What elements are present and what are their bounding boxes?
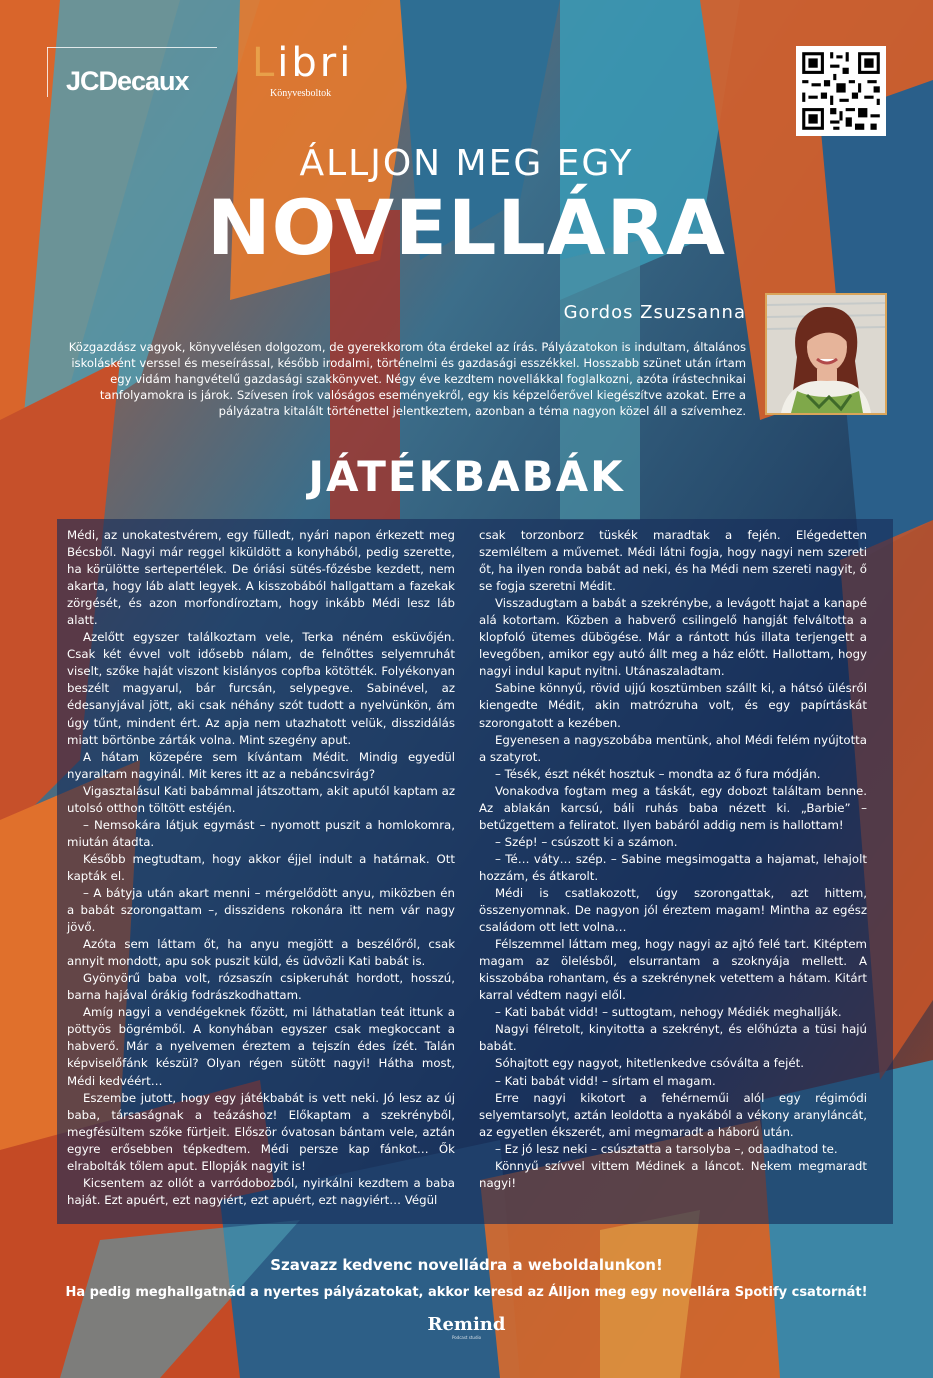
- remind-logo-subtitle: Podcast studio: [451, 1335, 482, 1340]
- story-paragraph: – Szép! – csúszott ki a számon.: [495, 834, 678, 849]
- story-paragraph: Nagyi félretolt, kinyitotta a szekrényt, és előhúzta a tüsi hajú babát.: [479, 1022, 867, 1054]
- story-paragraph: – Nemsokára látjuk egymást – nyomott puszit a homlokomra, miután átadta.: [67, 817, 455, 849]
- headline-title: NOVELLÁRA: [207, 183, 726, 272]
- headline-kicker: ÁLLJON MEG EGY: [299, 143, 634, 184]
- story-paragraph: – A bátyja után akart menni – mérgelődött anyu, miközben én a babát szorongattam –, disszidens rokonára itt nem vár nagy jövő.: [67, 885, 455, 935]
- story-paragraph: Gyönyörű baba volt, rózsaszín csipkeruhát hordott, hosszú, barna hajával órákig fodrászkodhattam.: [67, 971, 455, 1003]
- story-paragraph: Eszembe jutott, hogy egy játékbabát is vett neki. Jó lesz az új baba, társaságnak a teázáshoz! Előkaptam a szekrényből, megfésültem szőke fürtjeit. Először óvatosan bántam vele, aztán egyre erősebben tépkedtem. Médi persze kap fánkot… Ők elrabolták tőlem aput. Ellopják nagyit is!: [67, 1090, 455, 1173]
- libri-logo-rest: ibri: [277, 40, 354, 86]
- libri-subtitle: Könyvesboltok: [270, 88, 332, 99]
- story-paragraph: – Té… váty… szép. – Sabine megsimogatta a hajamat, lehajolt hozzám, és átkarolt.: [479, 851, 867, 883]
- jcdecaux-logo: JCDecaux: [66, 66, 189, 96]
- logo-frame-line-vertical: [47, 47, 48, 97]
- story-paragraph: Kicsentem az ollót a varródobozból, nyirkálni kezdtem a baba haját. Ezt apuért, ezt nagyiért, ezt apuért, ezt nagyiért… Végül: [67, 1175, 455, 1207]
- author-portrait: [765, 293, 887, 415]
- story-paragraph: Azelőtt egyszer találkoztam vele, Terka néném esküvőjén. Csak két évvel volt idősebb nálam, de felnőttes selyemruhát viselt, szőke haját viszont kislányos copfba kötötték. Folyékonyan beszélt magyarul, bár furcsán, selypegve. Sabinével, az édesanyjával jött, aki csak néhány szót tudott a nyelvünkön, ám úgy tűnt, mindent ért. Az apja nem utazhatott velük, disszidálás miatt börtönbe zárták volna. Mint szegény aput.: [67, 630, 455, 747]
- author-name: Gordos Zsuzsanna: [563, 302, 746, 323]
- story-column-left: [67, 527, 455, 1209]
- story-paragraph: Médi is csatlakozott, úgy szorongattak, azt hittem, összenyomnak. De nagyon jól éreztem magam! Mintha az egész családom ott lett volna…: [479, 885, 867, 935]
- story-paragraph: Visszadugtam a babát a szekrénybe, a levágott hajat a kanapé alá kotortam. Közben a habverő csilingelő hangját felváltotta a klopfoló ütemes dübögése. Már a rántott hús illata terjengett a levegőben, amikor egy autó állt meg a ház előtt. Hallottam, hogy nagyi indul kaput nyitni. Utánaszaladtam.: [479, 596, 867, 679]
- story-title: JÁTÉKBABÁK: [308, 452, 625, 501]
- libri-logo-initial: L: [252, 40, 278, 86]
- story-paragraph: Azóta sem láttam őt, ha anyu megjött a beszélőről, csak annyit mondott, apu sok puszit küld, és üdvözli Kati babát is.: [67, 937, 455, 969]
- story-paragraph: csak torzonborz tüskék maradtak a fején. Elégedetten szemléltem a művemet. Médi látni fogja, hogy nagyi nem szereti őt, ha ilyen ronda babát ad neki, és ha Médi nem szereti nagyit, ő se fogja szeretni Médit.: [479, 528, 867, 594]
- story-paragraph: – Ez jó lesz neki – csúsztatta a tarsolyba –, odaadhatod te.: [495, 1141, 838, 1156]
- libri-logo: [252, 40, 353, 86]
- author-bio: Közgazdász vagyok, könyvelésen dolgozom, de gyerekkorom óta érdekel az írás. Pályázatokon is indultam, általános iskolásként verssel és meseírással, később irodalmi, történelmi és gazdasági esszékkel. Hosszabb szünet után írtam egy vidám hangvételű gazdasági szakkönyvet. Négy éve kezdtem novellákkal foglalkozni, azóta írástechnikai tanfolyamokra is járok. Szívesen írok valóságos eseményekről, egy kis képzelőerővel kiegészítve azokat. Erre a pályázatra kitalált történettel jelentkeztem, azonban a téma nagyon közel áll a szívemhez.: [68, 340, 746, 418]
- story-paragraph: Később megtudtam, hogy akkor éjjel indult a határnak. Ott kapták el.: [67, 851, 455, 883]
- story-paragraph: Médi, az unokatestvérem, egy fülledt, nyári napon érkezett meg Bécsből. Nagyi már reggel kiküldött a konyhából, pedig szerette, ha körülötte sertepertélek. De óriási sütés-főzésbe kezdett, nem akarta, hogy láb alatt legyek. A kisszobából hallgattam a fazekak zörgését, és azon morfondíroztam, hogy inkább Médi lesz láb alatt.: [67, 528, 455, 628]
- story-paragraph: Félszemmel láttam meg, hogy nagyi az ajtó felé tart. Kitéptem magam az ölelésből, elsurrantam a szoknyája mellett. A kisszobába rohantam, és a szekrénynek vetettem a hátam. Kitárt karral védtem nagyi elől.: [479, 937, 867, 1003]
- story-paragraph: Könnyű szívvel vittem Médinek a láncot. Nekem megmaradt nagyi!: [479, 1158, 867, 1190]
- story-paragraph: – Kati babát vidd! – sírtam el magam.: [495, 1073, 716, 1088]
- story-paragraph: – Kati babát vidd! – suttogtam, nehogy Médiék meghallják.: [495, 1005, 842, 1020]
- story-paragraph: Egyenesen a nagyszobába mentünk, ahol Médi felém nyújtotta a szatyrot.: [479, 732, 867, 764]
- story-paragraph: Sóhajtott egy nagyot, hitetlenkedve csóválta a fejét.: [495, 1056, 804, 1071]
- story-column-right: [479, 527, 867, 1192]
- vote-call-to-action: Szavazz kedvenc novelládra a weboldalunkon!: [270, 1256, 663, 1274]
- story-paragraph: Amíg nagyi a vendégeknek főzött, mi láthatatlan teát ittunk a pöttyös bögrémből. A konyhában egyszer csak megkoccant a habverő. Már a nyelvemen éreztem a tejszín édes ízét. Talán képviselőfánk készül? Olyan régen sütött nagyi! Hátha most, Médi kedvéért…: [67, 1005, 455, 1088]
- logo-frame-line: [47, 47, 217, 48]
- story-paragraph: – Tésék, észt nékét hosztuk – mondta az ő fura módján.: [495, 766, 821, 781]
- story-paragraph: Erre nagyi kikotort a fehérneműi alól egy régimódi selyemtarsolyt, aztán leoldotta a nyakából a vékony aranyláncát, az egyetlen ékszerét, ami megmaradt a háború után.: [479, 1090, 867, 1139]
- story-paragraph: Vigasztalásul Kati babámmal játszottam, akit aputól kaptam az utolsó otthon töltött estéjén.: [67, 783, 455, 815]
- remind-logo: Remind: [427, 1314, 506, 1335]
- story-paragraph: Sabine könnyű, rövid ujjú kosztümben szállt ki, a hátsó ülésről kiengedte Médit, akin matrózruha volt, és egy papírtáskát szorongatott a kezében.: [479, 681, 867, 730]
- story-paragraph: Vonakodva fogtam meg a táskát, egy dobozt találtam benne. Az ablakán karcsú, báli ruhás baba nézett ki. „Barbie” – betűzgettem a feliratot. Ilyen babáról addig nem is hallottam!: [479, 783, 867, 832]
- spotify-call-to-action: Ha pedig meghallgatnád a nyertes pályázatokat, akkor keresd az Álljon meg egy novellára Spotify csatornát!: [65, 1285, 868, 1300]
- story-paragraph: A hátam közepére sem kívántam Médit. Mindig egyedül nyaraltam nagyinál. Mit keres itt az a nebáncsvirág?: [67, 749, 455, 781]
- qr-code-icon[interactable]: [796, 46, 886, 136]
